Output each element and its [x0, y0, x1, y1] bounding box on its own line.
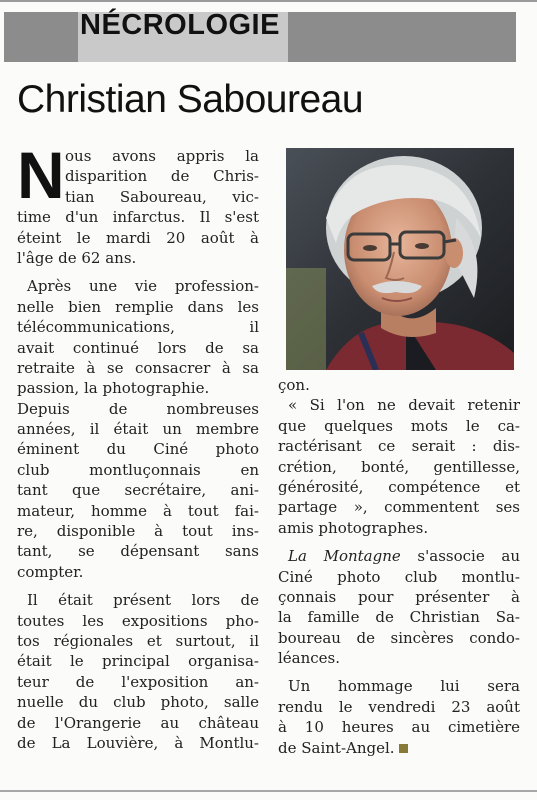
newspaper-name: La Montagne: [288, 547, 401, 566]
text-line: [17, 317, 259, 337]
line-text: était le principal organisa-: [17, 652, 259, 671]
line-text: années, il était un membre: [17, 420, 259, 439]
line-text: Il était présent lors de: [27, 591, 259, 610]
portrait-photo: [286, 148, 514, 370]
line-text: disparition de Chris-: [65, 167, 259, 186]
line-text: avait continué lors de sa: [17, 338, 259, 357]
text-line: [17, 562, 259, 582]
text-line: [278, 497, 520, 517]
text-line: [17, 378, 259, 398]
line-text: çonnais pour présenter à: [278, 587, 520, 606]
line-text: la famille de Christian Sa-: [278, 608, 520, 627]
text-line: [278, 738, 520, 758]
line-text: Ciné photo club montlu-: [278, 567, 520, 586]
text-line: [17, 358, 259, 378]
line-text: Depuis de nombreuses: [17, 399, 259, 418]
line-text: à 10 heures au cimetière: [278, 718, 520, 737]
line-text: télécommunications, il: [17, 318, 259, 337]
line-text: compter.: [17, 562, 84, 581]
text-line: [17, 297, 259, 317]
line-text: rendu le vendredi 23 août: [278, 697, 520, 716]
text-line: [17, 187, 259, 207]
text-line: [278, 607, 520, 627]
section-label: NÉCROLOGIE: [80, 9, 280, 41]
line-text: nelle bien remplie dans les: [17, 297, 259, 316]
line-text: nuelle du club photo, salle: [17, 693, 259, 712]
line-text: Après une vie profession-: [27, 277, 259, 296]
line-text: tant que secrétaire, ani-: [17, 481, 259, 500]
line-text: léances.: [278, 649, 341, 668]
text-line: [17, 521, 259, 541]
text-line: [278, 375, 520, 395]
text-line: [17, 248, 259, 268]
line-text: que quelques mots le ca-: [278, 416, 520, 435]
text-line: [278, 518, 520, 538]
text-line: [278, 546, 520, 566]
text-line: [278, 697, 520, 717]
line-text: ous avons appris la: [65, 147, 259, 165]
text-line: [17, 460, 259, 480]
line-text: boureau de sincères condo-: [278, 628, 520, 647]
text-line: [17, 713, 259, 733]
portrait-image: [286, 148, 514, 370]
line-text: « Si l'on ne devait retenir: [288, 396, 520, 415]
bottom-rule: [0, 790, 537, 792]
text-line: [278, 676, 520, 696]
text-line: [17, 692, 259, 712]
line-text: tant, se dépensant sans: [17, 542, 259, 561]
text-line: [17, 439, 259, 459]
text-line: [17, 399, 259, 419]
text-line: [17, 651, 259, 671]
text-line: [17, 207, 259, 227]
line-text: çon.: [278, 376, 310, 394]
text-line: [17, 338, 259, 358]
line-text: Un hommage lui sera: [288, 677, 520, 696]
text-line: [17, 672, 259, 692]
text-line: [278, 628, 520, 648]
text-line: [17, 166, 259, 186]
text-line: [278, 567, 520, 587]
text-line: [17, 611, 259, 631]
text-line: [278, 395, 520, 415]
paragraph-gap: [278, 668, 520, 676]
line-text: club montluçonnais en: [17, 460, 259, 479]
text-tail: s'associe au: [400, 547, 520, 566]
text-line: [17, 146, 259, 166]
text-line: [278, 457, 520, 477]
text-line: [278, 587, 520, 607]
line-text: teur de l'exposition an-: [17, 672, 259, 691]
text-line: [17, 480, 259, 500]
line-text: générosité, compétence et: [278, 477, 520, 496]
text-line: [17, 631, 259, 651]
text-line: [17, 419, 259, 439]
text-line: [17, 276, 259, 296]
line-text: partage », commentent ses: [278, 498, 520, 517]
line-text: retraite à se consacrer à sa: [17, 358, 259, 377]
text-line: [278, 416, 520, 436]
line-text: éminent du Ciné photo: [17, 440, 259, 459]
line-text: toutes les expositions pho-: [17, 611, 259, 630]
end-of-article-mark: [399, 744, 408, 753]
text-line: [278, 436, 520, 456]
line-text: tian Saboureau, vic-: [65, 187, 259, 206]
article-headline: Christian Saboureau: [17, 78, 364, 121]
article-column-1: [17, 146, 259, 753]
line-text: amis photographes.: [278, 518, 429, 537]
line-text: passion, la photographie.: [17, 379, 210, 398]
text-line: [278, 477, 520, 497]
line-text: mateur, homme à tout fai-: [17, 501, 259, 520]
top-rule: [0, 0, 537, 2]
line-text: crétion, bonté, gentillesse,: [278, 457, 520, 476]
line-text: tos régionales et surtout, il: [17, 631, 259, 650]
text-line: [17, 541, 259, 561]
paragraph-gap: [17, 582, 259, 590]
drop-cap: N: [17, 138, 65, 212]
line-text: de Saint-Angel.: [278, 738, 395, 757]
article-column-2: [278, 375, 520, 758]
text-line: [17, 590, 259, 610]
text-line: [17, 228, 259, 248]
line-text: éteint le mardi 20 août à: [17, 228, 259, 247]
paragraph-gap: [278, 538, 520, 546]
text-line: [278, 717, 520, 737]
line-text: time d'un infarctus. Il s'est: [17, 208, 259, 227]
text-line: [17, 501, 259, 521]
text-line: [278, 648, 520, 668]
line-text: de l'Orangerie au château: [17, 713, 259, 732]
line-text: de La Louvière, à Montlu-: [17, 733, 259, 752]
line-text: re, disponible à tout ins-: [17, 522, 259, 541]
text-line: [17, 733, 259, 753]
line-text: l'âge de 62 ans.: [17, 248, 137, 267]
line-text: ractérisant ce serait : dis-: [278, 437, 520, 456]
paragraph-gap: [17, 268, 259, 276]
